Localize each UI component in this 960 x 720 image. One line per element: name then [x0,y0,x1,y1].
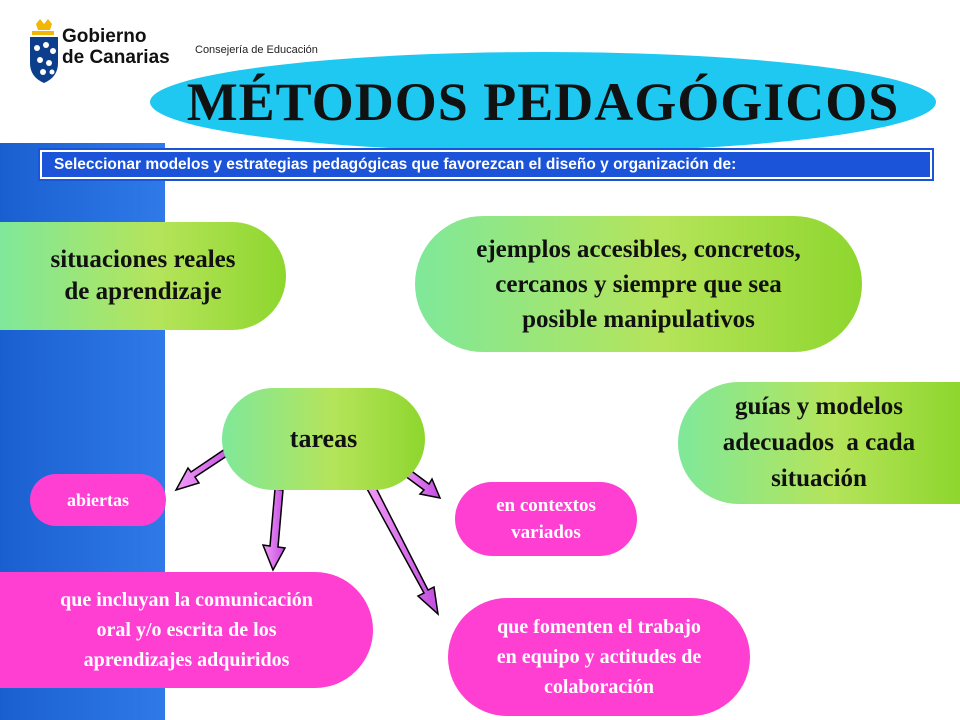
fomenten-line-2: en equipo y actitudes de [496,646,702,668]
guias-line-1: guías y modelos [734,393,904,420]
subtitle-bar: Seleccionar modelos y estrategias pedagógicas que favorezcan el diseño y organización de: [40,150,932,179]
bubble-situaciones-reales [0,222,286,330]
bubble-abiertas [30,474,166,526]
department-label: Consejería de Educación [195,44,318,56]
page-title: MÉTODOS PEDAGÓGICOS [186,72,900,132]
guias-line-3: situación [771,465,867,492]
fomenten-line-1: que fomenten el trabajo [497,616,701,638]
logo-line-1: Gobierno [62,26,147,47]
title-banner [150,52,936,152]
abiertas-label: abiertas [67,489,129,510]
fomenten-line-3: colaboración [544,676,654,698]
comunicacion-line-1: que incluyan la comunicación [60,589,313,611]
arrow-to-comunicacion [263,489,285,570]
contextos-line-2: variados [511,522,581,543]
situaciones-line-2: de aprendizaje [64,278,222,305]
contextos-line-1: en contextos [496,495,596,516]
bubble-fomenten-trabajo [448,598,750,716]
bubble-ejemplos [415,216,862,352]
logo-wordmark [62,26,170,68]
ejemplos-line-3: posible manipulativos [522,305,755,333]
logo-line-2: de Canarias [62,47,170,68]
comunicacion-line-2: oral y/o escrita de los [96,619,277,641]
tareas-label: tareas [289,424,358,453]
comunicacion-line-3: aprendizajes adquiridos [83,649,290,671]
ejemplos-line-2: cercanos y siempre que sea [495,270,782,298]
bubble-comunicacion [0,572,373,688]
arrow-to-fomenten [366,484,438,614]
bubble-tareas [222,388,425,490]
bubble-contextos-variados [455,482,637,556]
guias-line-2: adecuados a cada [722,429,916,456]
ejemplos-line-1: ejemplos accesibles, concretos, [476,235,801,263]
crown-shield-icon [30,19,58,83]
bubble-guias-modelos [678,382,960,504]
situaciones-line-1: situaciones reales [50,246,236,273]
